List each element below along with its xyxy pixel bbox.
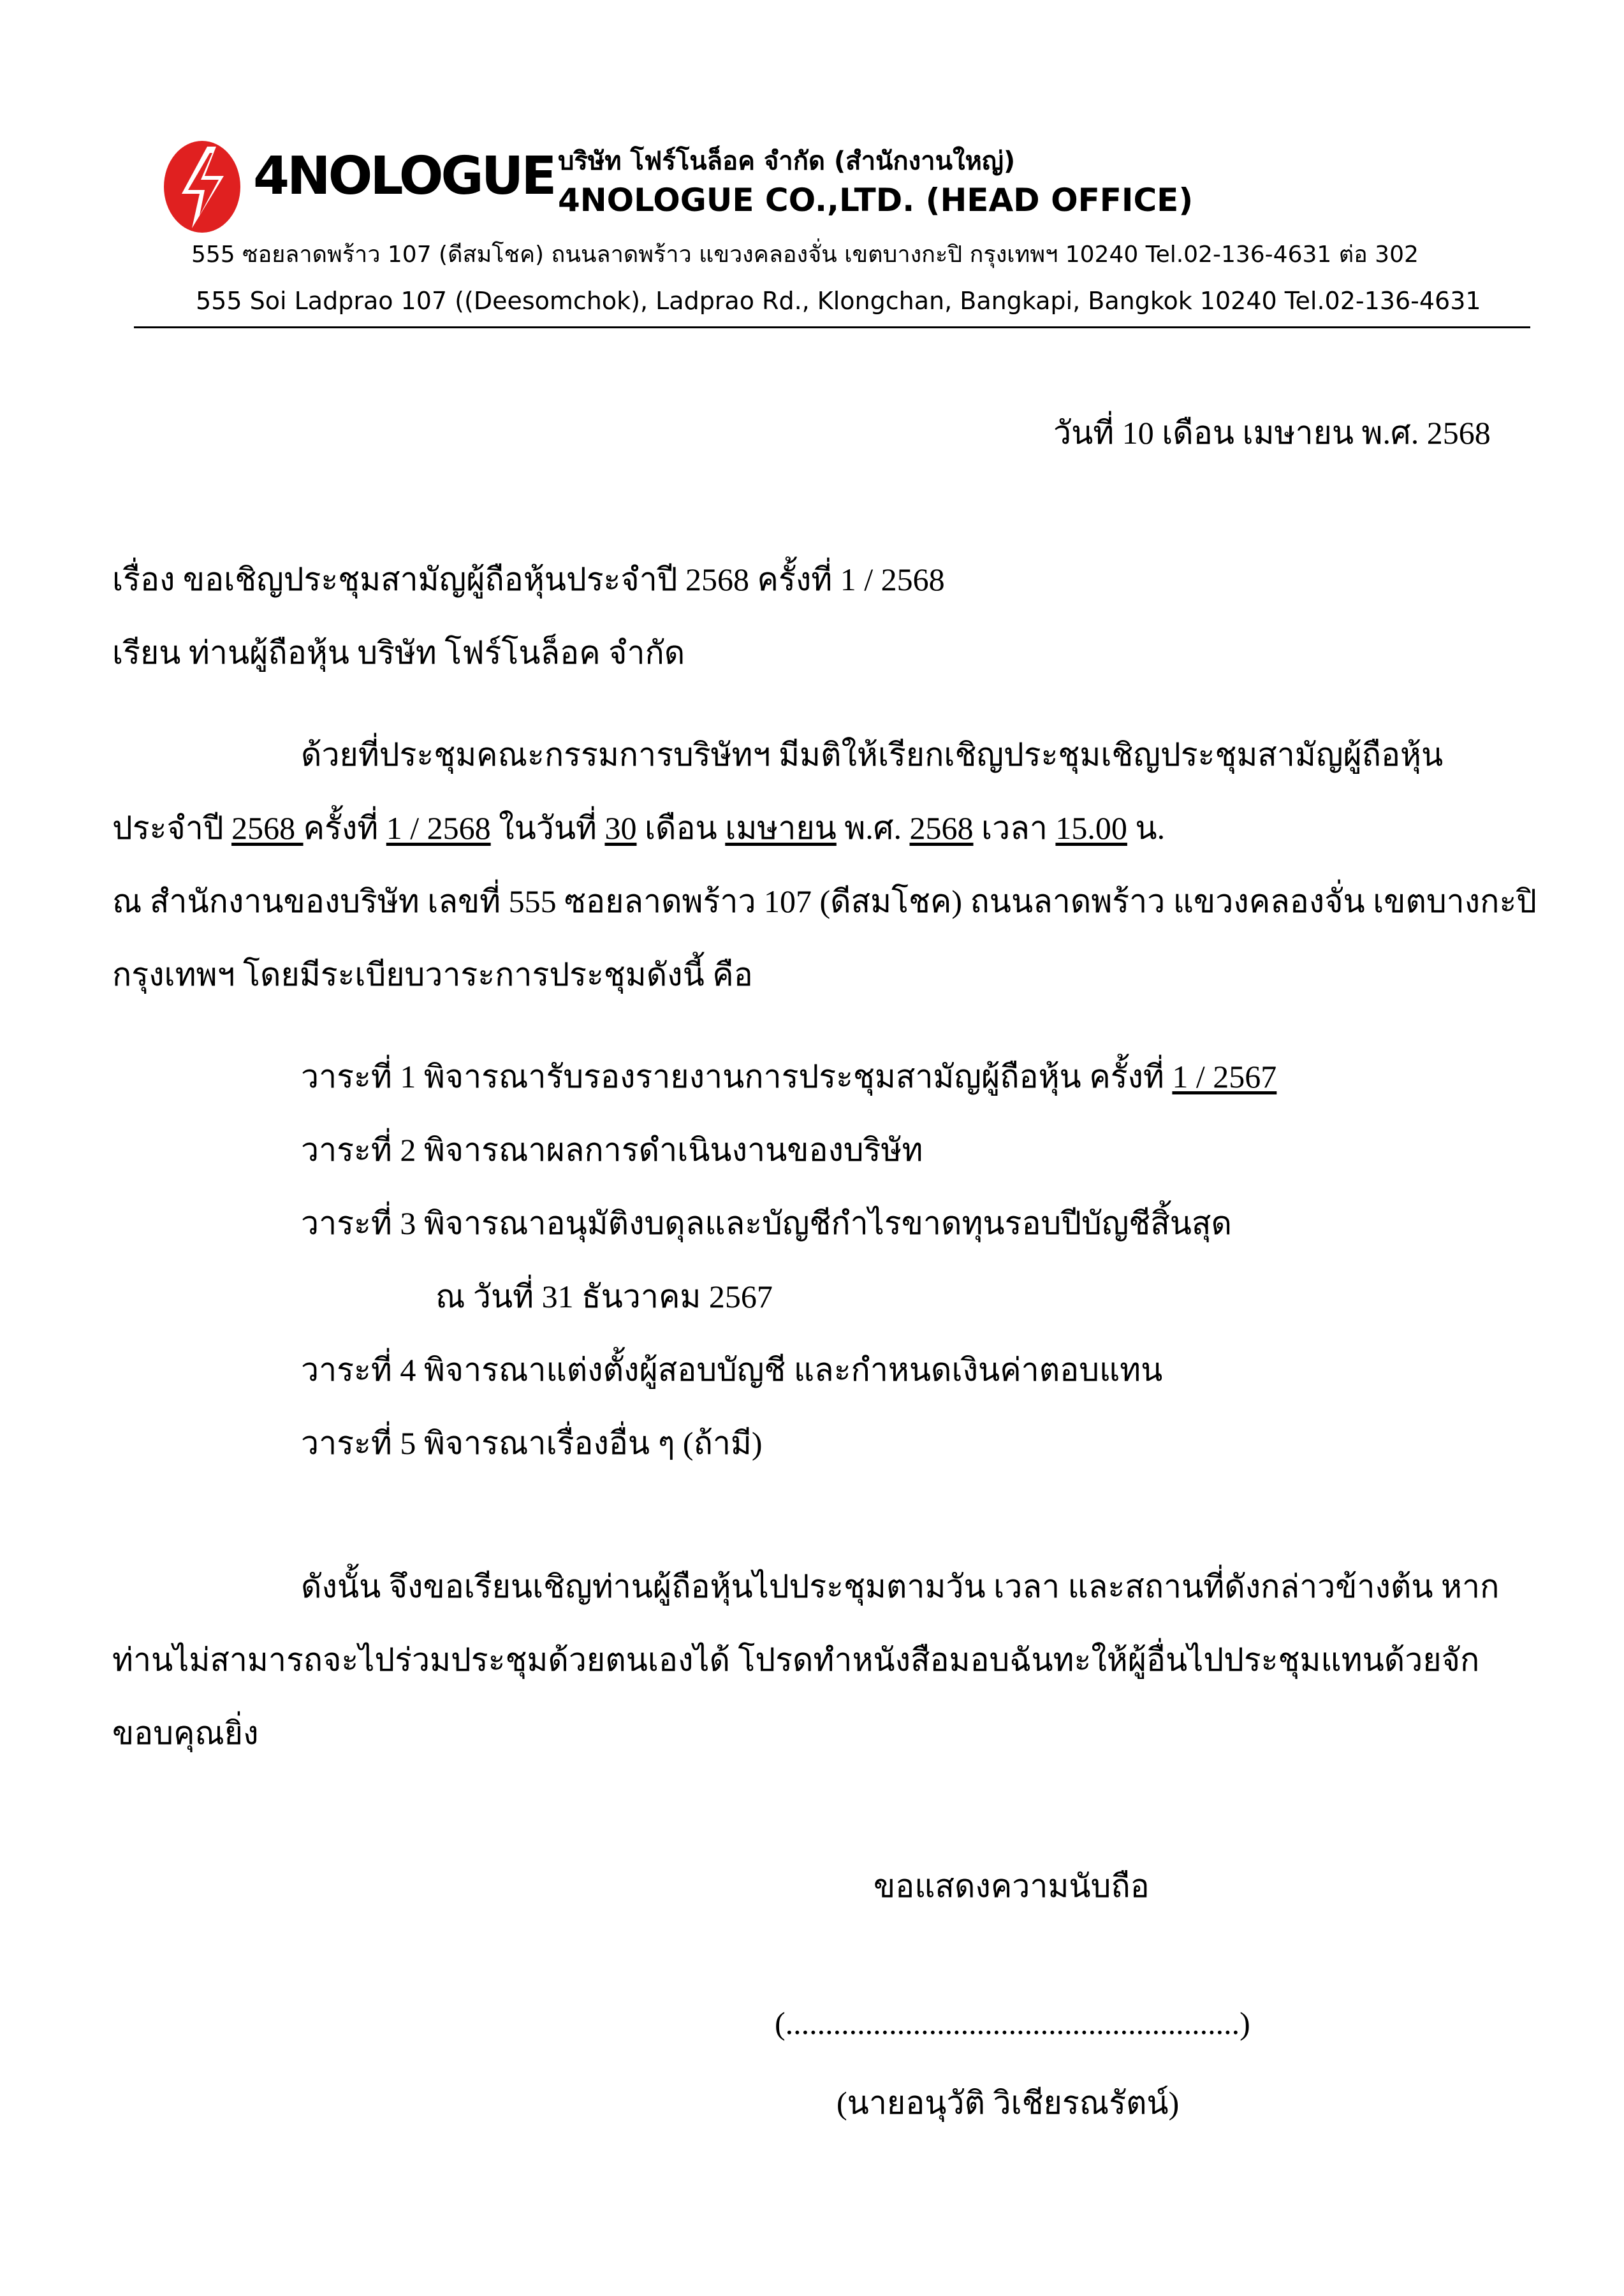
company-name-thai: บริษัท โฟร์โนล็อค จำกัด (สำนักงานใหญ่) xyxy=(558,147,1016,176)
closing-line: ดังนั้น จึงขอเรียนเชิญท่านผู้ถือหุ้นไปประชุมตามวัน เวลา และสถานที่ดังกล่าวข้างต้น หาก xyxy=(301,1569,1500,1604)
logo-wordmark: 4NOLOGUE xyxy=(253,146,555,207)
meeting-details-line xyxy=(112,803,1165,854)
meeting-month: เมษายน xyxy=(725,810,837,846)
paragraph-line: ด้วยที่ประชุมคณะกรรมการบริษัทฯ มีมติให้เรียกเชิญประชุมเชิญประชุมสามัญผู้ถือหุ้น xyxy=(301,737,1444,773)
letter-recipient: เรียน ท่านผู้ถือหุ้น บริษัท โฟร์โนล็อค จำกัด xyxy=(112,635,685,671)
company-name-english: 4NOLOGUE CO.,LTD. (HEAD OFFICE) xyxy=(558,182,1194,219)
meeting-number: 1 / 2568 xyxy=(386,810,491,846)
letter-date: วันที่ 10 เดือน เมษายน พ.ศ. 2568 xyxy=(1053,415,1491,451)
lightning-logo-icon xyxy=(163,139,242,235)
signatory-name: (นายอนุวัติ วิเชียรณรัตน์) xyxy=(837,2085,1180,2121)
signature-line: (.........................................................) xyxy=(775,2005,1250,2041)
agenda-item-text: วาระที่ 1 พิจารณารับรองรายงานการประชุมสามัญผู้ถือหุ้น ครั้งที่ xyxy=(301,1059,1173,1094)
regards: ขอแสดงความนับถือ xyxy=(874,1868,1150,1904)
closing-line: ท่านไม่สามารถจะไปร่วมประชุมด้วยตนเองได้ โปรดทำหนังสือมอบฉันทะให้ผู้อื่นไปประชุมแทนด้วยจัก xyxy=(112,1642,1480,1678)
agenda-item: วาระที่ 5 พิจารณาเรื่องอื่น ๆ (ถ้ามี) xyxy=(301,1425,763,1461)
agenda-item-ref: 1 / 2567 xyxy=(1172,1059,1277,1094)
meeting-day: 30 xyxy=(604,810,637,846)
meeting-year: 2568 xyxy=(231,810,304,846)
agenda-item: วาระที่ 4 พิจารณาแต่งตั้งผู้สอบบัญชี และกำหนดเงินค่าตอบแทน xyxy=(301,1352,1163,1388)
text-segment: น. xyxy=(1127,810,1166,846)
address-thai: 555 ซอยลาดพร้าว 107 (ดีสมโชค) ถนนลาดพร้าว แขวงคลองจั่น เขตบางกะปิ กรุงเทพฯ 10240 Tel.02-136-4631 ต่อ 302 xyxy=(191,242,1419,268)
text-segment: พ.ศ. xyxy=(836,810,910,846)
text-segment: เดือน xyxy=(636,810,726,846)
letter-subject: เรื่อง ขอเชิญประชุมสามัญผู้ถือหุ้นประจำปี 2568 ครั้งที่ 1 / 2568 xyxy=(112,562,945,597)
meeting-time: 15.00 xyxy=(1055,810,1127,846)
agenda-item xyxy=(301,1052,1277,1102)
header-divider xyxy=(134,326,1530,328)
meeting-location-line: ณ สำนักงานของบริษัท เลขที่ 555 ซอยลาดพร้าว 107 (ดีสมโชค) ถนนลาดพร้าว แขวงคลองจั่น เขตบางกะปิ xyxy=(112,883,1537,919)
agenda-item-continuation: ณ วันที่ 31 ธันวาคม 2567 xyxy=(435,1279,773,1314)
text-segment: เวลา xyxy=(973,810,1056,846)
agenda-item: วาระที่ 2 พิจารณาผลการดำเนินงานของบริษัท xyxy=(301,1132,923,1168)
address-english: 555 Soi Ladprao 107 ((Deesomchok), Ladprao Rd., Klongchan, Bangkapi, Bangkok 10240 Tel.02-136-4631 xyxy=(196,287,1481,315)
text-segment: ในวันที่ xyxy=(490,810,605,846)
text-segment: ประจำปี xyxy=(112,810,232,846)
meeting-be-year: 2568 xyxy=(909,810,974,846)
agenda-item: วาระที่ 3 พิจารณาอนุมัติงบดุลและบัญชีกำไรขาดทุนรอบปีบัญชีสิ้นสุด xyxy=(301,1205,1232,1241)
agenda-intro-line: กรุงเทพฯ โดยมีระเบียบวาระการประชุมดังนี้ คือ xyxy=(112,957,753,992)
closing-line: ขอบคุณยิ่ง xyxy=(112,1715,259,1751)
text-segment: ครั้งที่ xyxy=(303,810,386,846)
company-logo xyxy=(163,139,555,235)
